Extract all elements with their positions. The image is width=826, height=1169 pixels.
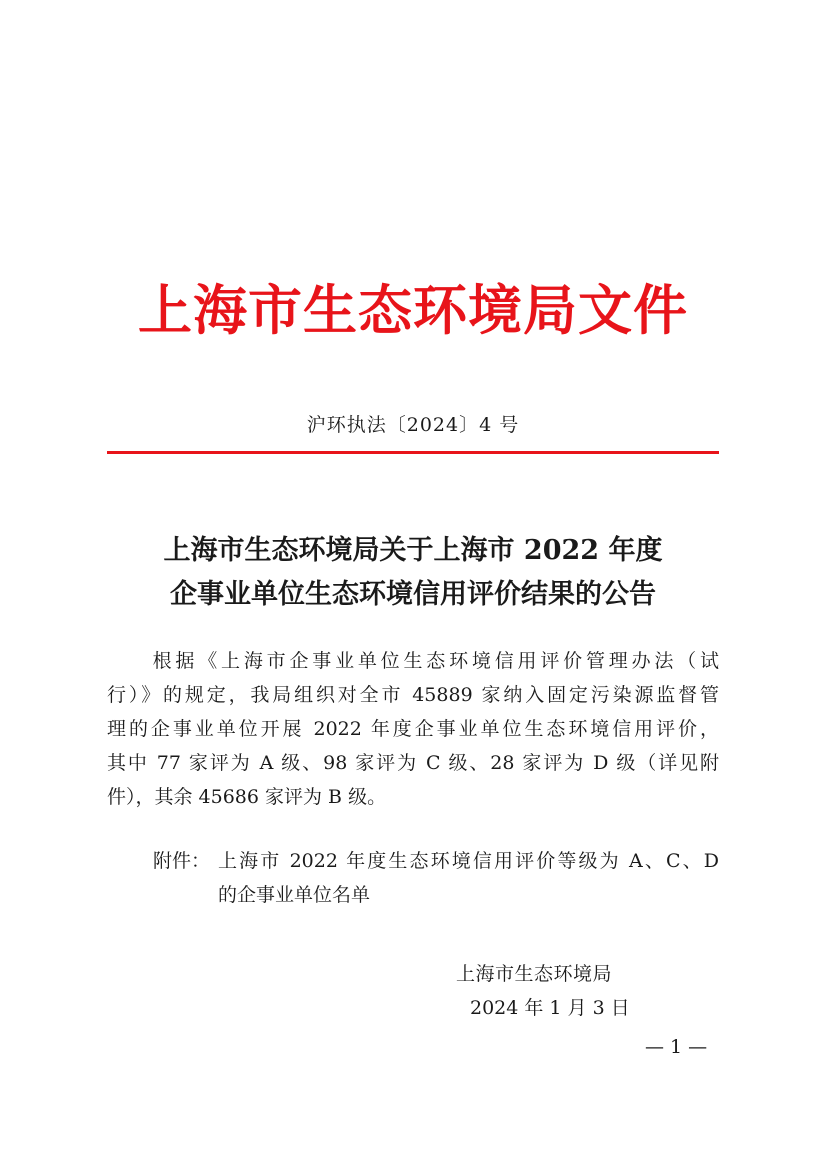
announcement-title-line-1: 上海市生态环境局关于上海市 2022 年度 bbox=[163, 535, 663, 566]
attachment-label: 附件： bbox=[153, 850, 211, 872]
attachment-title-line-1: 上海市 2022 年度生态环境信用评价等级为 A、C、D bbox=[218, 850, 719, 872]
attachment-title-line-2: 的企事业单位名单 bbox=[218, 884, 371, 906]
announcement-title-line-2: 企事业单位生态环境信用评价结果的公告 bbox=[170, 579, 656, 610]
issue-date: 2024 年 1 月 3 日 bbox=[470, 997, 630, 1019]
red-divider-line bbox=[107, 451, 719, 454]
page-number: — 1 — bbox=[645, 1036, 708, 1058]
body-text-line: 根据《上海市企事业单位生态环境信用评价管理办法（试 bbox=[107, 650, 719, 672]
body-text-line: 理的企事业单位开展 2022 年度企事业单位生态环境信用评价， bbox=[107, 718, 719, 740]
body-text-line: 件），其余 45686 家评为 B 级。 bbox=[107, 786, 387, 808]
issuer-name: 上海市生态环境局 bbox=[456, 963, 613, 985]
document-number: 沪环执法〔2024〕4 号 bbox=[306, 414, 520, 436]
body-text-line: 行）》的规定，我局组织对全市 45889 家纳入固定污染源监督管 bbox=[107, 684, 719, 706]
document-masthead: 上海市生态环境局文件 bbox=[138, 278, 688, 342]
body-text-line: 其中 77 家评为 A 级、98 家评为 C 级、28 家评为 D 级（详见附 bbox=[107, 752, 719, 774]
